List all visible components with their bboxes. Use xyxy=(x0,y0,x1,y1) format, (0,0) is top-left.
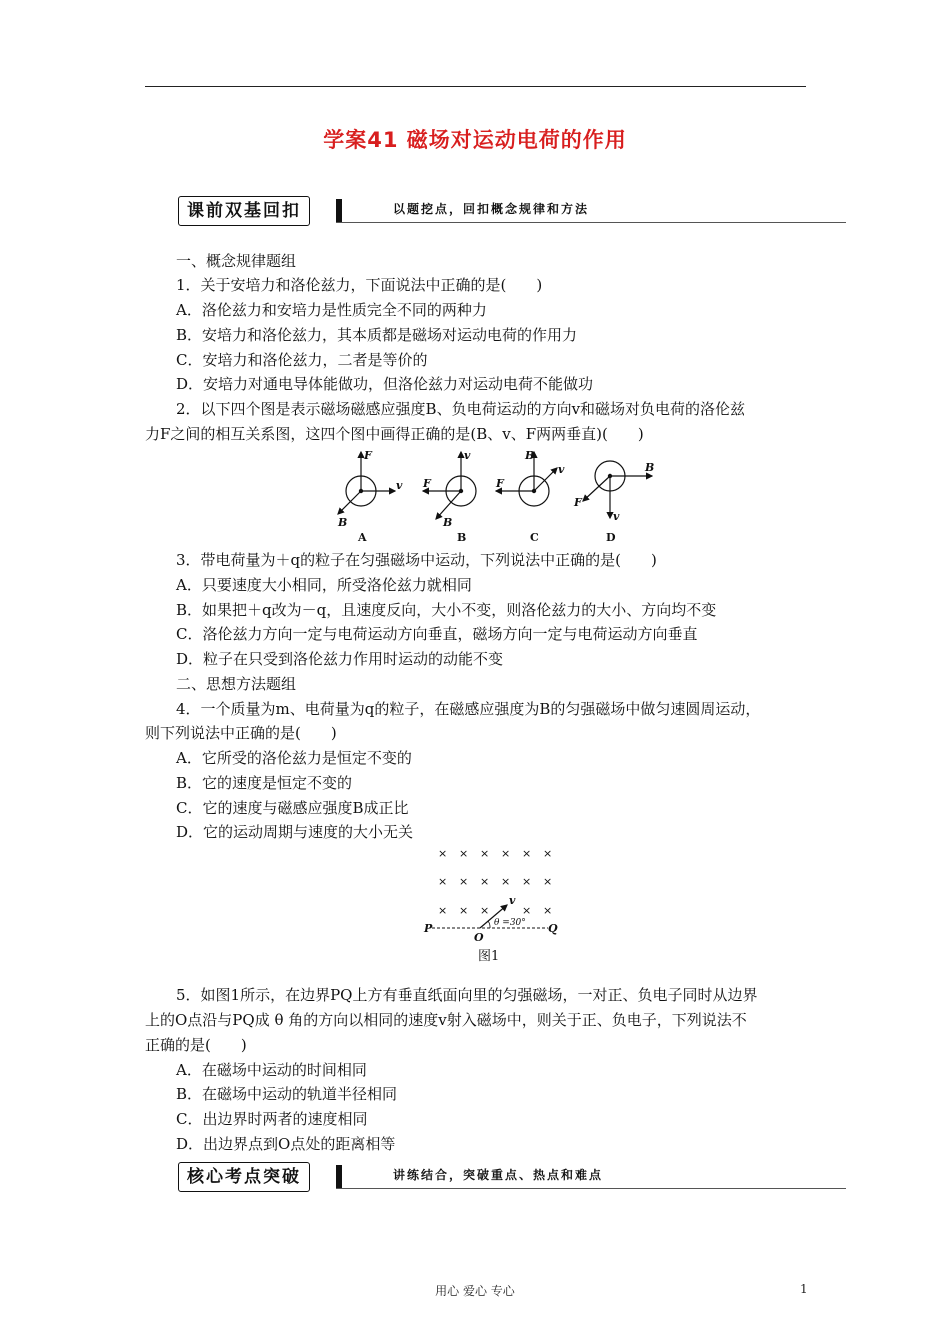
caption-b: B xyxy=(457,531,467,544)
question-stem-cont: 则下列说法中正确的是( ) xyxy=(145,724,337,742)
option-d: D．安培力对通电导体能做功，但洛伦兹力对运动电荷不能做功 xyxy=(176,375,594,393)
field-cross: × xyxy=(480,904,490,917)
label-v: v xyxy=(509,894,516,907)
label-o: O xyxy=(474,931,484,944)
question-stem: 4．一个质量为m、电荷量为q的粒子，在磁感应强度为B的匀强磁场中做匀速圆周运动， xyxy=(176,700,761,718)
angle-arc xyxy=(488,921,490,928)
label-b: B xyxy=(443,516,453,529)
banner-tag: 核心考点突破 xyxy=(178,1162,310,1192)
banner-subtitle: 以题挖点，回扣概念规律和方法 xyxy=(393,202,590,216)
question-stem-cont: 正确的是( ) xyxy=(145,1036,247,1054)
field-cross: × xyxy=(438,847,448,860)
angle-label: θ =30° xyxy=(494,918,526,928)
question-stem-cont: 力F之间的相互关系图，这四个图中画得正确的是(B、v、F两两垂直)( ) xyxy=(145,425,644,443)
option-b: B．它的速度是恒定不变的 xyxy=(176,774,353,792)
footer-slogan: 用心 爱心 专心 xyxy=(435,1284,515,1298)
label-f: F xyxy=(574,496,582,509)
option-a: A．洛伦兹力和安培力是性质完全不同的两种力 xyxy=(176,301,487,319)
question-stem-cont: 上的O点沿与PQ成 θ 角的方向以相同的速度v射入磁场中，则关于正、负电子，下列说法不 xyxy=(145,1011,747,1029)
field-cross: × xyxy=(522,904,532,917)
field-cross: × xyxy=(459,847,469,860)
option-b: B．如果把＋q改为－q，且速度反向，大小不变，则洛伦兹力的大小、方向均不变 xyxy=(176,601,717,619)
banner-bar xyxy=(336,199,342,223)
banner-subtitle: 讲练结合，突破重点、热点和难点 xyxy=(393,1168,604,1182)
field-cross: × xyxy=(543,904,553,917)
label-v: v xyxy=(558,463,565,476)
option-c: C．它的速度与磁感应强度B成正比 xyxy=(176,799,409,817)
question-stem: 3．带电荷量为＋q的粒子在匀强磁场中运动，下列说法中正确的是( ) xyxy=(176,551,657,569)
option-c: C．安培力和洛伦兹力，二者是等价的 xyxy=(176,351,428,369)
question-stem: 1．关于安培力和洛伦兹力，下面说法中正确的是( ) xyxy=(176,276,543,294)
question-stem: 2．以下四个图是表示磁场磁感应强度B、负电荷运动的方向v和磁场对负电荷的洛伦兹 xyxy=(176,400,746,418)
figure-1 xyxy=(420,842,570,972)
label-f: F xyxy=(496,477,504,490)
field-cross: × xyxy=(459,875,469,888)
label-b: B xyxy=(338,516,348,529)
field-cross: × xyxy=(459,904,469,917)
field-cross: × xyxy=(480,847,490,860)
field-cross: × xyxy=(543,847,553,860)
banner-bar xyxy=(336,1165,342,1189)
option-d: D．粒子在只受到洛伦兹力作用时运动的动能不变 xyxy=(176,650,504,668)
page-number: 1 xyxy=(800,1282,808,1296)
label-v: v xyxy=(396,479,403,492)
label-b: B xyxy=(645,461,655,474)
diagram-b xyxy=(423,452,476,519)
caption-a: A xyxy=(358,531,367,544)
label-b: B xyxy=(525,449,535,462)
field-cross: × xyxy=(522,847,532,860)
question-stem: 5．如图1所示，在边界PQ上方有垂直纸面向里的匀强磁场，一对正、负电子同时从边界 xyxy=(176,986,758,1004)
option-c: C．洛伦兹力方向一定与电荷运动方向垂直，磁场方向一定与电荷运动方向垂直 xyxy=(176,625,698,643)
option-a: A．在磁场中运动的时间相同 xyxy=(176,1061,367,1079)
label-q: Q xyxy=(548,922,558,935)
field-cross: × xyxy=(438,875,448,888)
section-heading: 一、概念规律题组 xyxy=(176,252,297,270)
section-banner-core xyxy=(178,1162,846,1190)
caption-c: C xyxy=(530,531,539,544)
banner-rule xyxy=(336,1188,846,1189)
section-heading: 二、思想方法题组 xyxy=(176,675,297,693)
option-c: C．出边界时两者的速度相同 xyxy=(176,1110,368,1128)
field-cross: × xyxy=(522,875,532,888)
label-f: F xyxy=(423,477,431,490)
header-rule xyxy=(145,86,806,87)
option-d: D．出边界点到O点处的距离相等 xyxy=(176,1135,396,1153)
field-cross: × xyxy=(438,904,448,917)
field-cross: × xyxy=(543,875,553,888)
label-p: P xyxy=(424,922,433,935)
page-title: 学案41 磁场对运动电荷的作用 xyxy=(323,128,627,152)
banner-tag: 课前双基回扣 xyxy=(178,196,310,226)
option-a: A．它所受的洛伦兹力是恒定不变的 xyxy=(176,749,412,767)
caption-d: D xyxy=(606,531,616,544)
option-d: D．它的运动周期与速度的大小无关 xyxy=(176,823,414,841)
label-v: v xyxy=(613,510,620,523)
section-banner-prelesson xyxy=(178,196,846,224)
banner-rule xyxy=(336,222,846,223)
field-cross: × xyxy=(501,875,511,888)
option-a: A．只要速度大小相同，所受洛伦兹力就相同 xyxy=(176,576,472,594)
option-b: B．安培力和洛伦兹力，其本质都是磁场对运动电荷的作用力 xyxy=(176,326,578,344)
label-v: v xyxy=(464,449,471,462)
label-f: F xyxy=(364,449,372,462)
q2-diagrams xyxy=(320,446,660,546)
figure-caption: 图1 xyxy=(478,949,500,964)
option-b: B．在磁场中运动的轨道半径相同 xyxy=(176,1085,398,1103)
field-cross: × xyxy=(501,847,511,860)
field-cross: × xyxy=(480,875,490,888)
